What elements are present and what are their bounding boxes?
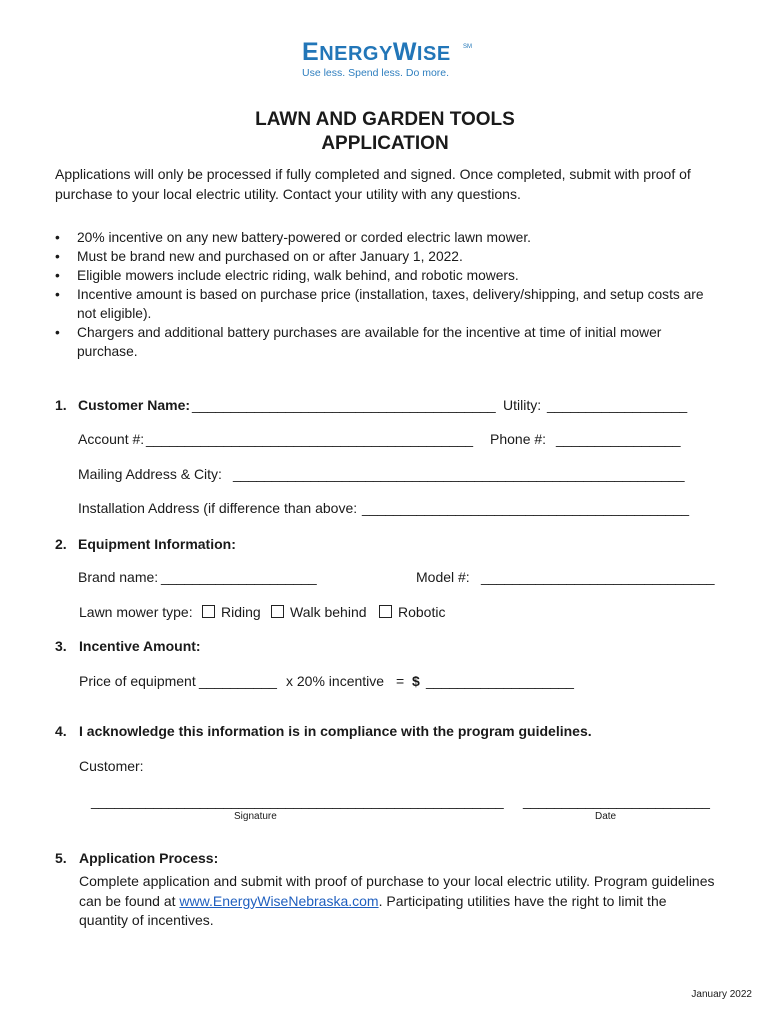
logo-tagline: Use less. Spend less. Do more. <box>302 67 450 79</box>
installation-address-label: Installation Address (if difference than above: <box>78 500 358 516</box>
account-field[interactable]: __________________________________________ <box>146 431 474 447</box>
application-process-heading: Application Process: <box>79 850 219 866</box>
price-label: Price of equipment <box>79 673 196 689</box>
page-title-line2: APPLICATION <box>321 133 449 154</box>
revision-date: January 2022 <box>691 989 752 1000</box>
robotic-checkbox[interactable] <box>379 605 392 618</box>
option-walk-behind[interactable] <box>271 603 367 621</box>
signature-field[interactable]: _____________________________________________________ <box>91 793 504 809</box>
price-field[interactable]: __________ <box>199 673 277 689</box>
mower-type-label: Lawn mower type: <box>79 604 193 620</box>
riding-label: Riding <box>221 604 261 620</box>
incentive-rate-label: x 20% incentive <box>286 673 385 689</box>
option-riding[interactable] <box>202 603 261 621</box>
incentive-result-field[interactable]: ___________________ <box>426 673 574 689</box>
model-label: Model #: <box>416 569 470 585</box>
section-4-number: 4. <box>55 723 67 739</box>
walk-behind-checkbox[interactable] <box>271 605 284 618</box>
customer-signature-label: Customer: <box>79 758 144 774</box>
section-2-number: 2. <box>55 536 67 552</box>
list-item: • 20% incentive on any new battery-powered or corded electric lawn mower. <box>55 228 715 247</box>
list-item: • Must be brand new and purchased on or after January 1, 2022. <box>55 247 715 266</box>
intro-paragraph: Applications will only be processed if fully completed and signed. Once completed, submit with proof of purchase to your local electric utility. Contact your utility with any questions. <box>55 166 691 202</box>
utility-label: Utility: <box>503 397 542 413</box>
mailing-address-field[interactable]: __________________________________________________________ <box>233 466 685 482</box>
date-caption: Date <box>595 811 617 822</box>
customer-name-label: Customer Name: <box>78 397 191 413</box>
acknowledgement-heading: I acknowledge this information is in compliance with the program guidelines. <box>79 723 592 739</box>
walk-behind-label: Walk behind <box>290 604 367 620</box>
section-1-number: 1. <box>55 397 67 413</box>
incentive-amount-heading: Incentive Amount: <box>79 638 201 654</box>
list-item: • Incentive amount is based on purchase price (installation, taxes, delivery/shipping, and setup costs are not eligible). <box>55 285 715 323</box>
energywise-website-link[interactable]: www.EnergyWiseNebraska.com <box>179 892 379 909</box>
section-5-number: 5. <box>55 850 67 866</box>
brand-name-label: Brand name: <box>78 569 159 585</box>
robotic-label: Robotic <box>398 604 446 620</box>
equipment-info-heading: Equipment Information: <box>78 536 236 552</box>
model-field[interactable]: ______________________________ <box>481 569 715 585</box>
utility-field[interactable]: __________________ <box>547 397 688 413</box>
energywise-logo <box>302 40 482 79</box>
date-field[interactable]: ________________________ <box>523 793 710 809</box>
list-item: • Eligible mowers include electric riding, walk behind, and robotic mowers. <box>55 266 715 285</box>
section-3-number: 3. <box>55 638 67 654</box>
phone-label: Phone #: <box>490 431 547 447</box>
logo-wordmark: ENERGYWISE <box>302 38 451 66</box>
customer-name-field[interactable]: _______________________________________ <box>192 397 496 413</box>
list-item: • Chargers and additional battery purchases are available for the incentive at time of initial mower purchase. <box>55 323 715 361</box>
equals-sign: = <box>396 673 405 689</box>
mailing-address-label: Mailing Address & City: <box>78 466 222 482</box>
signature-caption: Signature <box>234 811 277 822</box>
eligibility-list <box>55 228 715 361</box>
phone-field[interactable]: ________________ <box>556 431 681 447</box>
option-robotic[interactable] <box>379 603 445 621</box>
dollar-sign: $ <box>412 673 420 689</box>
page-title-line1: LAWN AND GARDEN TOOLS <box>255 109 515 130</box>
application-process-text: Complete application and submit with proof of purchase to your local electric utility. Program guidelines can be found at www.EnergyWiseNebraska.com. Participating utilities have the right to limit the quantity of incentives. <box>79 873 715 928</box>
riding-checkbox[interactable] <box>202 605 215 618</box>
installation-address-field[interactable]: __________________________________________ <box>362 500 690 516</box>
logo-service-mark: SM <box>463 44 472 50</box>
account-label: Account #: <box>78 431 145 447</box>
brand-name-field[interactable]: ____________________ <box>161 569 317 585</box>
